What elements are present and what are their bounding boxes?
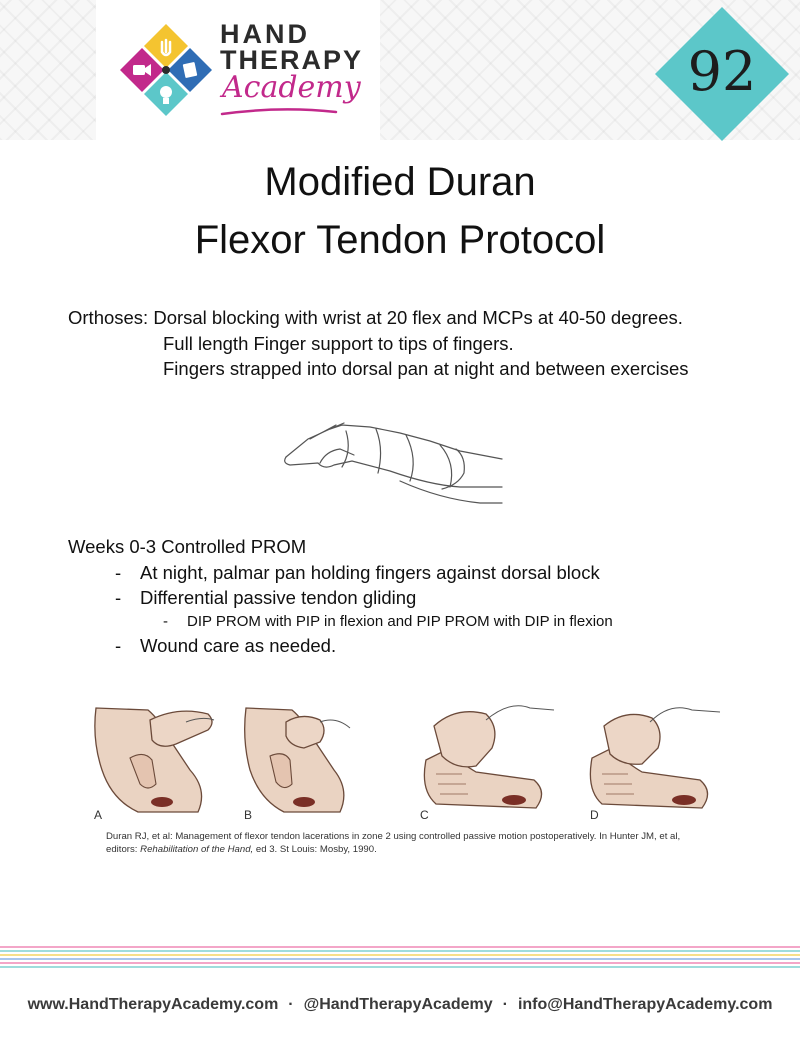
page-number: 92 bbox=[687, 40, 757, 103]
figure-label-b: B bbox=[244, 808, 253, 822]
figure-label-a: A bbox=[94, 808, 103, 822]
footer-stripe bbox=[0, 958, 800, 960]
weeks-heading: Weeks 0-3 Controlled PROM bbox=[68, 536, 307, 557]
dorsal-blocking-splint-illustration bbox=[280, 415, 505, 515]
logo-swoosh-icon bbox=[220, 104, 338, 118]
footer-separator: · bbox=[288, 996, 294, 1013]
footer-stripe bbox=[0, 954, 800, 956]
footer-social-handle[interactable]: @HandTherapyAcademy bbox=[303, 996, 493, 1013]
bullet-dash-3: - bbox=[115, 635, 122, 656]
weeks-item-2: Differential passive tendon gliding bbox=[140, 587, 417, 608]
orthoses-line-1: Orthoses: Dorsal blocking with wrist at 20 flex and MCPs at 40-50 degrees. bbox=[68, 307, 683, 328]
page-title-line1: Modified Duran bbox=[264, 160, 536, 204]
weeks-subitem-1: DIP PROM with PIP in flexion and PIP PROM with DIP in flexion bbox=[187, 613, 613, 630]
weeks-item-1: At night, palmar pan holding fingers against dorsal block bbox=[140, 562, 600, 583]
tendon-gliding-figure-c bbox=[416, 700, 556, 818]
figure-label-d: D bbox=[590, 808, 599, 822]
academy-logo-icon bbox=[118, 22, 214, 118]
bullet-dash-1: - bbox=[115, 562, 122, 583]
footer-stripes bbox=[0, 946, 800, 970]
caption-book-title: Rehabilitation of the Hand, bbox=[140, 844, 254, 855]
orthoses-line-2: Full length Finger support to tips of fingers. bbox=[163, 333, 514, 354]
bullet-dash-2: - bbox=[115, 587, 122, 608]
footer-stripe bbox=[0, 966, 800, 968]
logo-text-academy: Academy bbox=[222, 70, 361, 105]
caption-text-part1: Duran RJ, et al: Management of flexor tendon lacerations in zone 2 using controlled passive motion postoperatively. In Hunter JM, et al, editors: bbox=[106, 831, 681, 855]
footer-stripe bbox=[0, 946, 800, 948]
tendon-gliding-figure-b bbox=[240, 700, 360, 818]
bullet-dash-sub-1: - bbox=[163, 613, 168, 630]
logo-text-therapy: THERAPY bbox=[220, 45, 364, 75]
footer-website-link[interactable]: www.HandTherapyAcademy.com bbox=[27, 996, 279, 1013]
orthoses-line-3: Fingers strapped into dorsal pan at night and between exercises bbox=[163, 358, 689, 379]
tendon-gliding-figure-d bbox=[584, 700, 724, 818]
footer-contact bbox=[0, 996, 800, 1014]
footer-separator: · bbox=[502, 996, 508, 1013]
tendon-gliding-figure-a bbox=[90, 700, 220, 818]
logo-text-hand: HAND bbox=[220, 19, 310, 49]
footer-email-link[interactable]: info@HandTherapyAcademy.com bbox=[517, 996, 773, 1013]
footer-stripe bbox=[0, 962, 800, 964]
figure-label-c: C bbox=[420, 808, 429, 822]
weeks-item-3: Wound care as needed. bbox=[140, 635, 337, 656]
caption-text-part2: ed 3. St Louis: Mosby, 1990. bbox=[253, 844, 377, 855]
footer-stripe bbox=[0, 950, 800, 952]
figure-citation-caption bbox=[106, 830, 706, 856]
page-title-line2: Flexor Tendon Protocol bbox=[194, 218, 606, 262]
